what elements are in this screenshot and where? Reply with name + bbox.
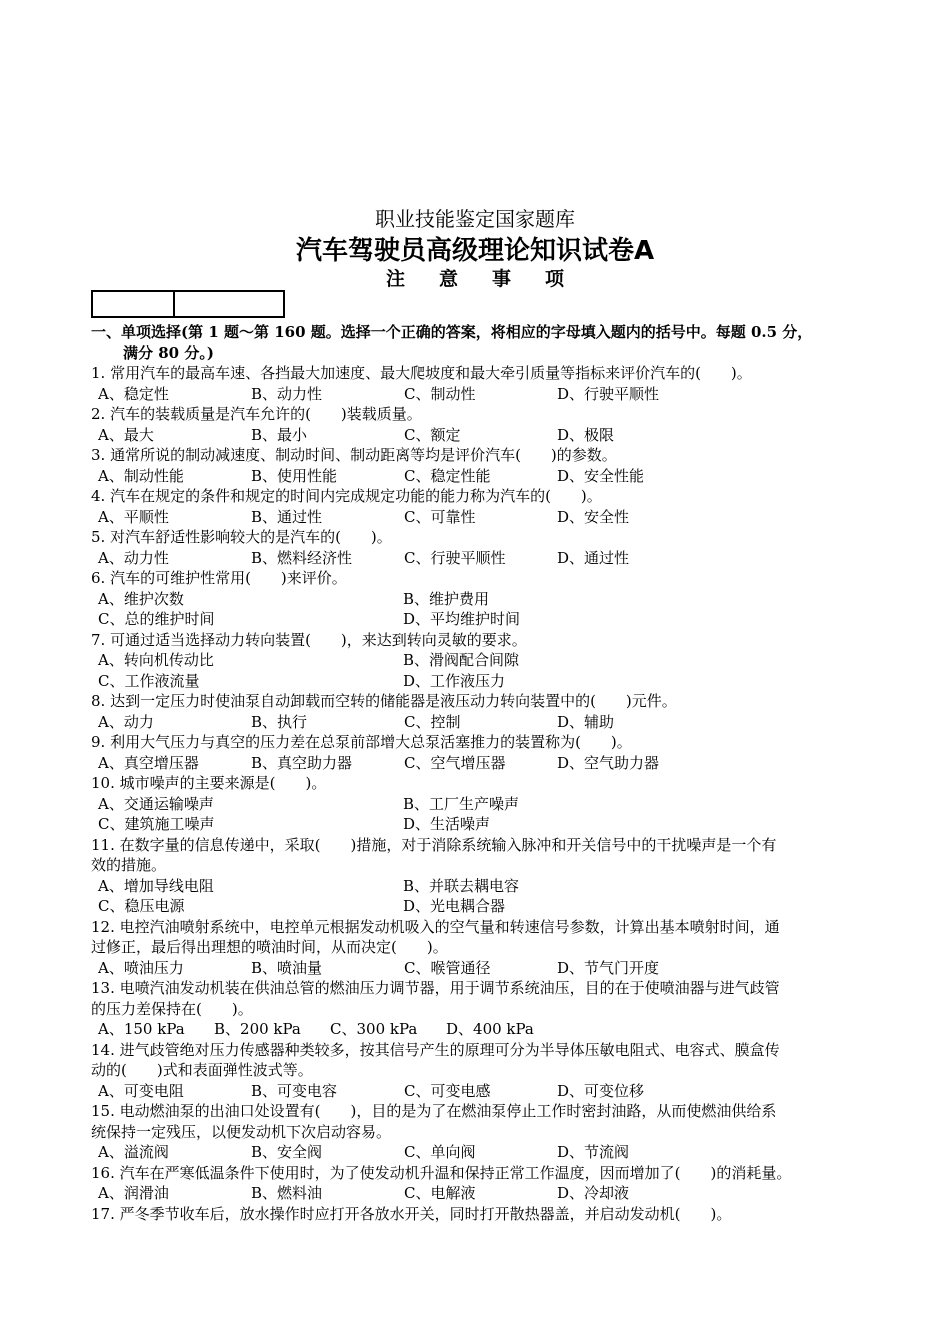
option: C、稳定性能 [404, 466, 491, 485]
option: A、交通运输噪声 [98, 794, 214, 813]
exam-title: 汽车驾驶员高级理论知识试卷A [295, 236, 655, 266]
option: C、空气增压器 [404, 753, 506, 772]
option: C、稳压电源 [98, 897, 185, 915]
question-stem: 4. 汽车在规定的条件和规定的时间内完成规定功能的能力称为汽车的( )。 [91, 487, 602, 505]
option: C、建筑施工噪声 [98, 815, 215, 833]
option-row [91, 1019, 861, 1040]
option: A、真空增压器 [98, 753, 199, 772]
question-stem: 12. 电控汽油喷射系统中，电控单元根据发动机吸入的空气量和转速信号参数，计算出基本喷射时间，通 [91, 917, 780, 936]
question-stem: 11. 在数字量的信息传递中，采取( )措施，对于消除系统输入脉冲和开关信号中的干扰噪声是一个有 [91, 835, 777, 854]
option: C、300 kPa [330, 1020, 418, 1038]
option: B、执行 [251, 712, 308, 731]
option: D、节气门开度 [557, 958, 660, 977]
section-heading-line2: 满分 80 分。) [123, 343, 214, 362]
option: B、200 kPa [214, 1020, 301, 1038]
option: A、润滑油 [98, 1184, 169, 1202]
option-row [91, 876, 861, 897]
option: D、光电耦合器 [403, 897, 506, 915]
option: B、最小 [251, 425, 308, 444]
option: B、动力性 [251, 384, 323, 403]
option: D、可变位移 [557, 1081, 645, 1100]
option-row [91, 589, 861, 610]
option: B、使用性能 [251, 466, 338, 485]
option-row [91, 384, 861, 405]
question-stem: 1. 常用汽车的最高车速、各挡最大加速度、最大爬坡度和最大牵引质量等指标来评价汽车的( )。 [91, 364, 752, 382]
option-row [91, 958, 861, 979]
option-row [91, 507, 861, 528]
option: C、喉管通径 [404, 958, 491, 977]
option-row [91, 896, 861, 917]
question-stem: 8. 达到一定压力时使油泵自动卸载而空转的储能器是液压动力转向装置中的( )元件。 [91, 692, 677, 710]
question-stem-continued: 效的措施。 [91, 856, 167, 874]
question-stem-continued: 过修正，最后得出理想的喷油时间，从而决定( )。 [91, 938, 448, 956]
section-heading-line1: 一、单项选择(第 1 题～第 160 题。选择一个正确的答案，将相应的字母填入题内的括号中。每题 0.5 分， [91, 323, 813, 341]
option: A、溢流阀 [98, 1143, 169, 1161]
option-row [91, 712, 861, 733]
option: B、可变电容 [251, 1081, 338, 1100]
question-stem: 6. 汽车的可维护性常用( )来评价。 [91, 569, 347, 587]
score-box-cell-2 [175, 292, 283, 316]
section-heading [91, 322, 861, 363]
question-stem: 15. 电动燃油泵的出油口处设置有( )，目的是为了在燃油泵停止工作时密封油路，从而使燃油供给系 [91, 1102, 777, 1120]
option: A、稳定性 [98, 384, 169, 403]
option: C、总的维护时间 [98, 610, 215, 628]
option: A、喷油压力 [98, 958, 184, 977]
option: D、冷却液 [557, 1184, 630, 1202]
option-row [91, 650, 861, 671]
option-row [91, 794, 861, 815]
option: A、平顺性 [98, 507, 169, 526]
question-stem: 2. 汽车的装载质量是汽车允许的( )装载质量。 [91, 405, 422, 423]
option: B、燃料经济性 [251, 548, 353, 567]
option: A、动力性 [98, 548, 169, 567]
question-stem: 3. 通常所说的制动减速度、制动时间、制动距离等均是评价汽车( )的参数。 [91, 446, 617, 464]
option-row [91, 425, 861, 446]
option: C、可变电感 [404, 1081, 491, 1100]
option-row [91, 753, 861, 774]
option: D、工作液压力 [403, 671, 506, 690]
option: C、电解液 [404, 1184, 476, 1202]
question-stem: 14. 进气歧管绝对压力传感器种类较多，按其信号产生的原理可分为半导体压敏电阻式、电容式、膜盒传 [91, 1040, 780, 1059]
score-box-cell-1 [93, 292, 175, 316]
option: B、工厂生产噪声 [403, 794, 520, 813]
option: A、可变电阻 [98, 1081, 184, 1100]
option-row [91, 548, 861, 569]
option: C、制动性 [404, 384, 476, 403]
option-row [91, 609, 861, 630]
question-stem-continued: 动的( )式和表面弹性波式等。 [91, 1061, 313, 1079]
option: D、空气助力器 [557, 753, 660, 772]
option: D、400 kPa [446, 1020, 534, 1038]
option: A、转向机传动比 [98, 651, 214, 669]
question-stem: 16. 汽车在严寒低温条件下使用时，为了使发动机升温和保持正常工作温度，因而增加了( )的消耗量。 [91, 1163, 792, 1182]
option-row [91, 1142, 861, 1163]
option-row [91, 814, 861, 835]
notice-heading: 注意事项 [385, 268, 598, 290]
question-stem-continued: 的压力差保持在( )。 [91, 999, 253, 1018]
option: B、并联去耦电容 [403, 876, 520, 895]
option: C、单向阀 [404, 1143, 476, 1161]
option: A、制动性能 [98, 466, 184, 485]
option: A、150 kPa [98, 1020, 185, 1038]
option: B、喷油量 [251, 958, 323, 977]
option: B、安全阀 [251, 1143, 323, 1161]
question-stem: 9. 利用大气压力与真空的压力差在总泵前部增大总泵活塞推力的装置称为( )。 [91, 733, 632, 751]
option: C、工作液流量 [98, 671, 200, 690]
question-stem: 13. 电喷汽油发动机装在供油总管的燃油压力调节器，用于调节系统油压，目的在于使喷油器与进气歧管 [91, 979, 780, 997]
header-line1: 职业技能鉴定国家题库 [375, 207, 575, 231]
option: C、额定 [404, 425, 461, 444]
option: B、滑阀配合间隙 [403, 651, 520, 669]
option: B、维护费用 [403, 589, 490, 608]
option-row [91, 671, 861, 692]
question-stem-continued: 统保持一定残压，以便发动机下次启动容易。 [91, 1122, 392, 1141]
option: B、燃料油 [251, 1184, 323, 1202]
option: C、可靠性 [404, 507, 476, 526]
option-row [91, 1183, 861, 1204]
option: A、最大 [98, 425, 154, 444]
question-stem: 17. 严冬季节收车后，放水操作时应打开各放水开关，同时打开散热器盖，并启动发动机( )。 [91, 1204, 732, 1223]
option-row [91, 466, 861, 487]
option-row [91, 1081, 861, 1102]
question-stem: 7. 可通过适当选择动力转向装置( )，来达到转向灵敏的要求。 [91, 630, 527, 649]
option: D、极限 [557, 425, 615, 444]
option: D、节流阀 [557, 1143, 630, 1161]
option: D、行驶平顺性 [557, 384, 660, 403]
option: D、安全性 [557, 507, 630, 526]
score-box [91, 290, 285, 318]
question-list [91, 322, 861, 1224]
option: B、真空助力器 [251, 753, 353, 772]
option: D、辅助 [557, 712, 615, 731]
option: D、安全性能 [557, 466, 645, 485]
option: A、维护次数 [98, 589, 184, 608]
option: C、控制 [404, 712, 461, 731]
option: A、动力 [98, 712, 154, 731]
option: A、增加导线电阻 [98, 876, 214, 895]
option: D、平均维护时间 [403, 610, 521, 628]
option: D、生活噪声 [403, 815, 491, 833]
option: C、行驶平顺性 [404, 548, 506, 567]
option: B、通过性 [251, 507, 323, 526]
option: D、通过性 [557, 548, 630, 567]
question-stem: 10. 城市噪声的主要来源是( )。 [91, 774, 327, 792]
question-stem: 5. 对汽车舒适性影响较大的是汽车的( )。 [91, 528, 392, 546]
